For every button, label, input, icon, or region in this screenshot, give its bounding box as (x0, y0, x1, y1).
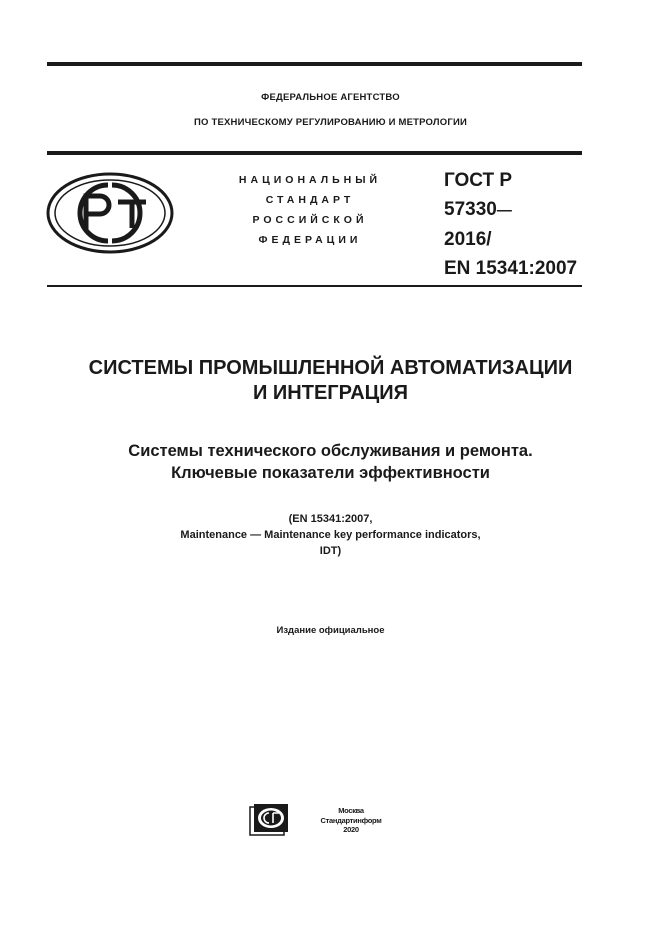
rst-emblem-logo (46, 172, 174, 254)
standard-number: 57330 (444, 199, 497, 220)
publisher-name: Стандартинформ (320, 815, 382, 825)
national-standard-line: НАЦИОНАЛЬНЫЙ (238, 174, 382, 186)
standard-block-bottom-rule (47, 285, 582, 287)
document-subtitle (0, 440, 661, 484)
national-standard-label (200, 170, 420, 250)
standard-code-line: EN 15341:2007 (444, 258, 578, 279)
document-title (0, 356, 661, 406)
standard-code-line: 2016/ (444, 229, 492, 250)
national-standard-line: ФЕДЕРАЦИИ (258, 234, 362, 246)
reference-line: Maintenance — Maintenance key performance indicators, (180, 529, 481, 541)
document-subtitle-line: Системы технического обслуживания и ремонта. (128, 442, 533, 460)
top-rule (47, 62, 582, 66)
standard-dash: — (496, 202, 512, 219)
standard-code (444, 166, 577, 283)
reference-line: IDT) (319, 545, 342, 557)
document-title-line: И ИНТЕГРАЦИЯ (252, 382, 409, 404)
publisher-city: Москва (338, 806, 364, 815)
agency-name-line1: ФЕДЕРАЛЬНОЕ АГЕНТСТВО (261, 92, 400, 103)
agency-name-line2: ПО ТЕХНИЧЕСКОМУ РЕГУЛИРОВАНИЮ И МЕТРОЛОГИИ (194, 117, 467, 128)
standard-code-line (444, 195, 577, 225)
publisher-year: 2020 (343, 825, 359, 834)
standartinform-logo (249, 803, 289, 837)
standard-block-top-rule (47, 151, 582, 155)
standard-code-line: ГОСТ Р (444, 170, 513, 191)
national-standard-line: РОССИЙСКОЙ (252, 214, 368, 226)
reference-line: (EN 15341:2007, (288, 513, 373, 525)
source-standard-reference (0, 511, 661, 559)
official-edition-label: Издание официальное (276, 625, 385, 636)
document-subtitle-line: Ключевые показатели эффективности (171, 464, 490, 482)
publisher-imprint (306, 806, 396, 835)
document-title-line: СИСТЕМЫ ПРОМЫШЛЕННОЙ АВТОМАТИЗАЦИИ (88, 357, 573, 379)
national-standard-line: СТАНДАРТ (265, 194, 355, 206)
